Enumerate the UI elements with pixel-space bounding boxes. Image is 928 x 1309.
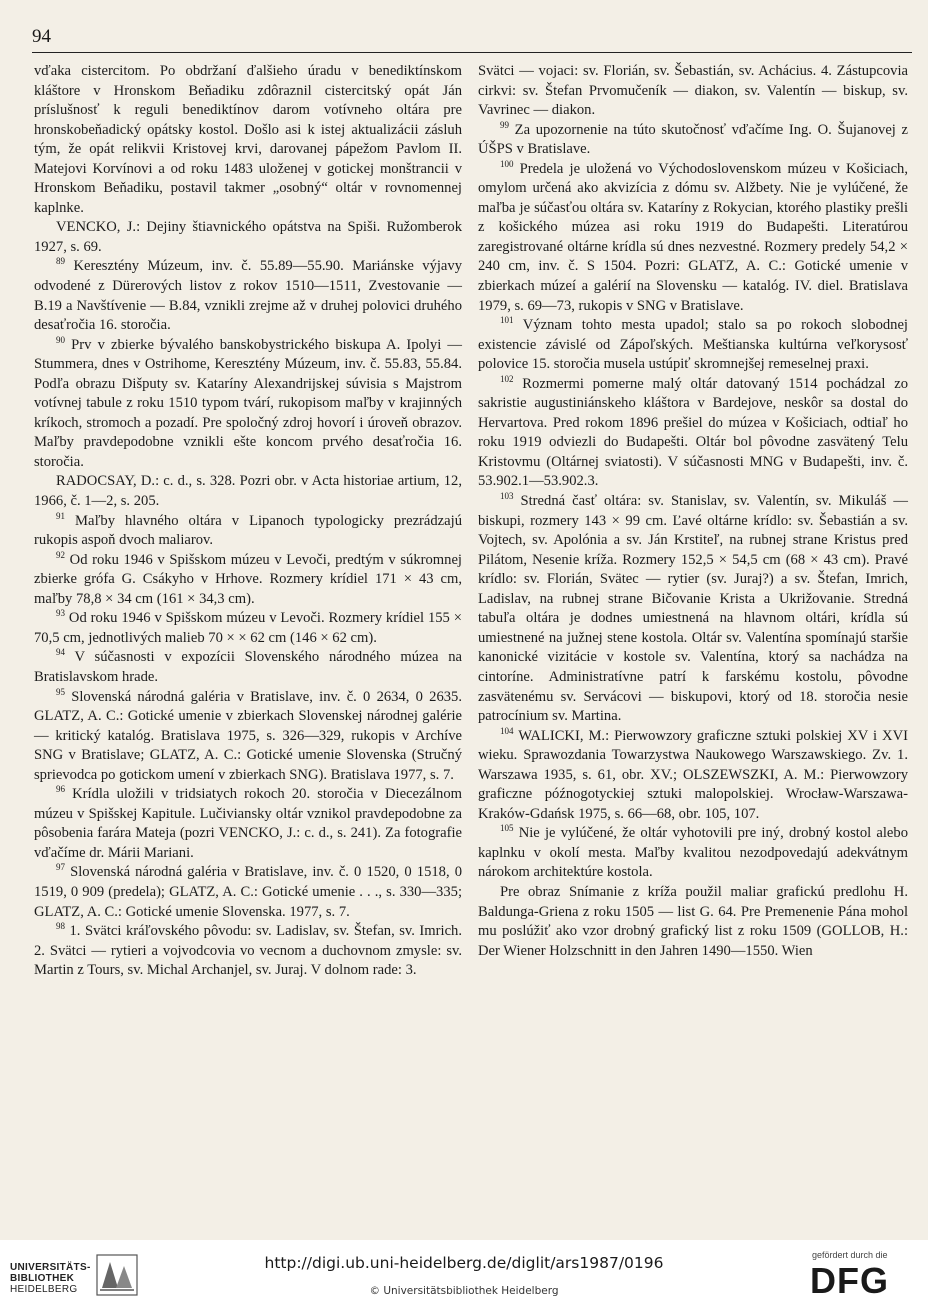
- paragraph: RADOCSAY, D.: c. d., s. 328. Pozri obr. v Acta historiae artium, 12, 1966, č. 1—2, s. 205.: [34, 473, 462, 510]
- footnote: $^{96}$ Krídla uložili v tridsiatych rokoch 20. storočia v Diecezálnom múzeu v Spišskej Kapitule. Lučiviansky oltár vznikol pravdepodobne za pôsobenia farára Mateja (pozri VENCKO, J.: c. d., s. 241). Za fotografie vďačíme dr. Márii Mariani.: [34, 784, 462, 861]
- copyright-notice: © Universitätsbibliothek Heidelberg: [369, 1285, 559, 1297]
- footnote: $^{105}$ Nie je vylúčené, že oltár vyhotovili pre iný, drobný kostol alebo kaplnku v okolí mesta. Maľby kvalitou nezodpovedajú adekvátnym nárokom architektúre kostola.: [478, 823, 908, 881]
- footnote-number: 99: [500, 119, 509, 130]
- footnote: $^{98}$ 1. Svätci kráľovského pôvodu: sv. Ladislav, sv. Štefan, sv. Imrich. 2. Svätci — rytieri a vojvodcovia vo vecnom a duchovnom zmysle: sv. Martin z Tours, sv. Michal Archanjel, sv. Juraj. V dolnom rade: 3.: [34, 921, 462, 979]
- footnote-number: 100: [500, 158, 514, 169]
- right-column: [478, 62, 908, 961]
- footnote: $^{90}$ Prv v zbierke bývalého banskobystrického biskupa A. Ipolyi — Stummera, dnes v Ostrihome, Keresztény Múzeum, inv. č. 55.83, 55.84. Podľa obrazu Dišputy sv. Kataríny Alexandrijskej súvisia s Majstrom votívnej tabule z roku 1510 typom tvárí, rukopisom maľby v krajinných kríkoch, stromoch a pozadí. Pre spoločný zdroj hovorí i úroveň obrazov. Maľby pravdepodobne vznikli ešte koncom prvého desaťročia 16. storočia.: [34, 334, 462, 470]
- permalink-url[interactable]: http://digi.ub.uni-heidelberg.de/diglit/ars1987/0196: [264, 1254, 664, 1272]
- library-name-line: HEIDELBERG: [10, 1284, 78, 1295]
- footnote-number: 92: [56, 549, 65, 560]
- paragraph: Pre obraz Snímanie z kríža použil maliar grafickú predlohu H. Baldunga-Griena z roku 1505 — list G. 64. Pre Premenenie Pána mohol mu poslúžiť ako vzor drobný grafický list z roku 1509 (GOLLOB, H.: Der Wiener Holzschnitt in den Jahren 1490—1550. Wien: [478, 883, 908, 959]
- header-rule: [32, 52, 912, 53]
- footnote-number: 96: [56, 784, 65, 795]
- footnote-number: 102: [500, 373, 514, 384]
- footnote: $^{93}$ Od roku 1946 v Spišskom múzeu v Levoči. Rozmery krídiel 155 × 70,5 cm, jednotlivých malieb 70 × × 62 cm (146 × 62 cm).: [34, 608, 462, 646]
- paragraph: VENCKO, J.: Dejiny štiavnického opátstva na Spiši. Ružomberok 1927, s. 69.: [34, 219, 462, 255]
- footnote-number: 90: [56, 334, 65, 345]
- footnote-number: 89: [56, 256, 65, 267]
- footnote-number: 101: [500, 315, 514, 326]
- footnote-number: 91: [56, 510, 65, 521]
- footnote-number: 97: [56, 862, 65, 873]
- footnote: $^{102}$ Rozmermi pomerne malý oltár datovaný 1514 pochádzal zo sakristie augustiniánskeho kláštora v Bardejove, neskôr sa dostal do Hervartova. Pred rokom 1896 prešiel do múzea v Košiciach, odtiaľ ho roku 1919 odviezli do Budapešti. Oltár bol pôvodne zasvätený Telu Kristovmu (Oltárnej sviatosti). V súčasnosti MNG v Budapešti, inv. č. 53.902.1—53.902.3.: [478, 373, 908, 490]
- footnote-number: 94: [56, 647, 65, 658]
- funding-label: gefördert durch die: [812, 1250, 888, 1260]
- footnote: $^{97}$ Slovenská národná galéria v Bratislave, inv. č. 0 1520, 0 1518, 0 1519, 0 909 (predela); GLATZ, A. C.: Gotické umenie . . ., s. 330—335; GLATZ, A. C.: Gotické umenie Slovenska. 1977, s. 7.: [34, 862, 462, 920]
- footnote: $^{103}$ Stredná časť oltára: sv. Stanislav, sv. Valentín, sv. Mikuláš — biskupi, rozmery 143 × 99 cm. Ľavé oltárne krídlo: sv. Šebastián a sv. Vojtech, sv. Apolónia a sv. Ján Krstiteľ, na rubnej strane Kristus pred Pilátom, Nesenie kríža. Rozmery 152,5 × 54,5 cm (68 × 43 cm). Pravé krídlo: sv. Florián, Svätec — rytier (sv. Juraj?) a sv. Štefan, Imrich, Ladislav, na rubnej strane Bičovanie Krista a Ukrižovanie. Stredná tabuľa oltára je dodnes umiestnená na hlavnom oltári, krídla sú umiestnené na južnej stene kostola. Oltár sv. Valentína spomínajú staršie kanonické vizitácie v kostole sv. Valentína, ktorý sa nachádza na cintoríne. Administratívne patrí k farskému kostolu, pôvodne zasvätenému sv. Servácovi — biskupovi, ktorý od 18. storočia nesie patrocínium sv. Martina.: [478, 491, 908, 725]
- footnote-number: 98: [56, 921, 65, 932]
- footnote-number: 95: [56, 686, 65, 697]
- footnote: $^{94}$ V súčasnosti v expozícii Slovenského národného múzea na Bratislavskom hrade.: [34, 647, 462, 685]
- footnote: $^{95}$ Slovenská národná galéria v Bratislave, inv. č. 0 2634, 0 2635. GLATZ, A. C.: Gotické umenie v zbierkach Slovenskej národnej galérie — kritický katalóg. Bratislava 1975, s. 326—329, rukopis v Archíve SNG v Bratislave; GLATZ, A. C.: Gotické umenie Slovenska (Stručný sprievodca po gotickom umení v zbierkach SNG). Bratislava 1977, s. 7.: [34, 686, 462, 783]
- paragraph: Svätci — vojaci: sv. Florián, sv. Šebastián, sv. Achácius. 4. Zástupcovia cirkvi: sv. Štefan Prvomučeník — diakon, sv. Valentín — biskup, sv. Vavrinec — diakon.: [478, 63, 908, 119]
- page-number: 94: [32, 26, 51, 47]
- footnote: $^{100}$ Predela je uložená vo Východoslovenskom múzeu v Košiciach, omylom určená ako akvizícia z dómu sv. Alžbety. Nie je vylúčené, že maľba je súčasťou oltára sv. Kataríny z Rokycian, ktorého plastiky prešli z košického múzea asi roku 1919 do Budapešti. Literatúrou zaregistrované oltárne krídla sú dnes nezvestné. Rozmery predely 54,2 × 240 cm, inv. č. S 1504. Pozri: GLATZ, A. C.: Gotické umenie v zbierkach múzeí a galérií na Slovensku — katalóg. IV. diel. Bratislava 1979, s. 69—73, rukopis v SNG v Bratislave.: [478, 158, 908, 314]
- library-name-line: UNIVERSITÄTS-: [10, 1262, 91, 1273]
- footnote-number: 93: [56, 608, 65, 619]
- footnote-number: 105: [500, 823, 514, 834]
- footnote: $^{91}$ Maľby hlavného oltára v Lipanoch typologicky prezrádzajú rukopis aspoň dvoch maliarov.: [34, 510, 462, 549]
- footnote: $^{101}$ Význam tohto mesta upadol; stalo sa po rokoch slobodnej existencie závislé od Zápoľských. Meštianska kultúrna veľkorysosť polovice 15. storočia musela ustúpiť skromnejšej remeselnej praxi.: [478, 315, 908, 373]
- library-name-line: BIBLIOTHEK: [10, 1273, 75, 1284]
- paragraph: vďaka cistercitom. Po obdržaní ďalšieho úradu v benediktínskom kláštore v Hronskom Beňadiku zdôraznil cistercitský opát Ján príslušnosť k reguli benediktínov darom votívneho oltára pre hronskobeňadický opátsky kostol. Došlo asi k istej aktualizácii zásluh tým, že opát relikvii Kristovej krvi, darovanej pápežom Pavlom II. Matejovi Korvínovi a od roku 1483 uloženej v gotickej monštrancii v Hronskom Beňadiku, postavil takmer „osobný“ oltár v rovnomennej kaplnke.: [34, 63, 462, 216]
- dfg-logo[interactable]: DFG: [810, 1260, 889, 1301]
- left-column: [34, 62, 462, 981]
- footnote: $^{92}$ Od roku 1946 v Spišskom múzeu v Levoči, predtým v súkromnej zbierke grófa G. Csákyho v Hrhove. Rozmery krídiel 171 × 43 cm, maľby 78,8 × 34 cm (161 × 34,3 cm).: [34, 549, 462, 607]
- footnote: $^{89}$ Keresztény Múzeum, inv. č. 55.89—55.90. Mariánske výjavy odvodené z Dürerových listov z rokov 1510—1511, Zvestovanie — B.19 a Navštívenie — B.84, vznikli zrejme až v druhej polovici druhého desaťročia 16. storočia.: [34, 256, 462, 334]
- footnote-number: 104: [500, 725, 514, 736]
- footnote: $^{104}$ WALICKI, M.: Pierwowzory graficzne sztuki polskiej XV i XVI wieku. Sprawozdania Towarzystwa Naukowego Warszawskiego. Zv. 1. Warszawa 1935, s. 61, obr. XV.; OLSZEWSZKI, A. M.: Pierwowzory graficzne późnogotyckiej sztuki malopolskiej. Wrocław-Warszawa-Kraków-Gdańsk 1975, s. 66—68, obr. 105, 107.: [478, 725, 908, 822]
- footnote-number: 103: [500, 491, 514, 502]
- viewer-footer: [0, 1240, 928, 1309]
- footnote: $^{99}$ Za upozornenie na túto skutočnosť vďačíme Ing. O. Šujanovej z ÚŠPS v Bratislave.: [478, 119, 908, 158]
